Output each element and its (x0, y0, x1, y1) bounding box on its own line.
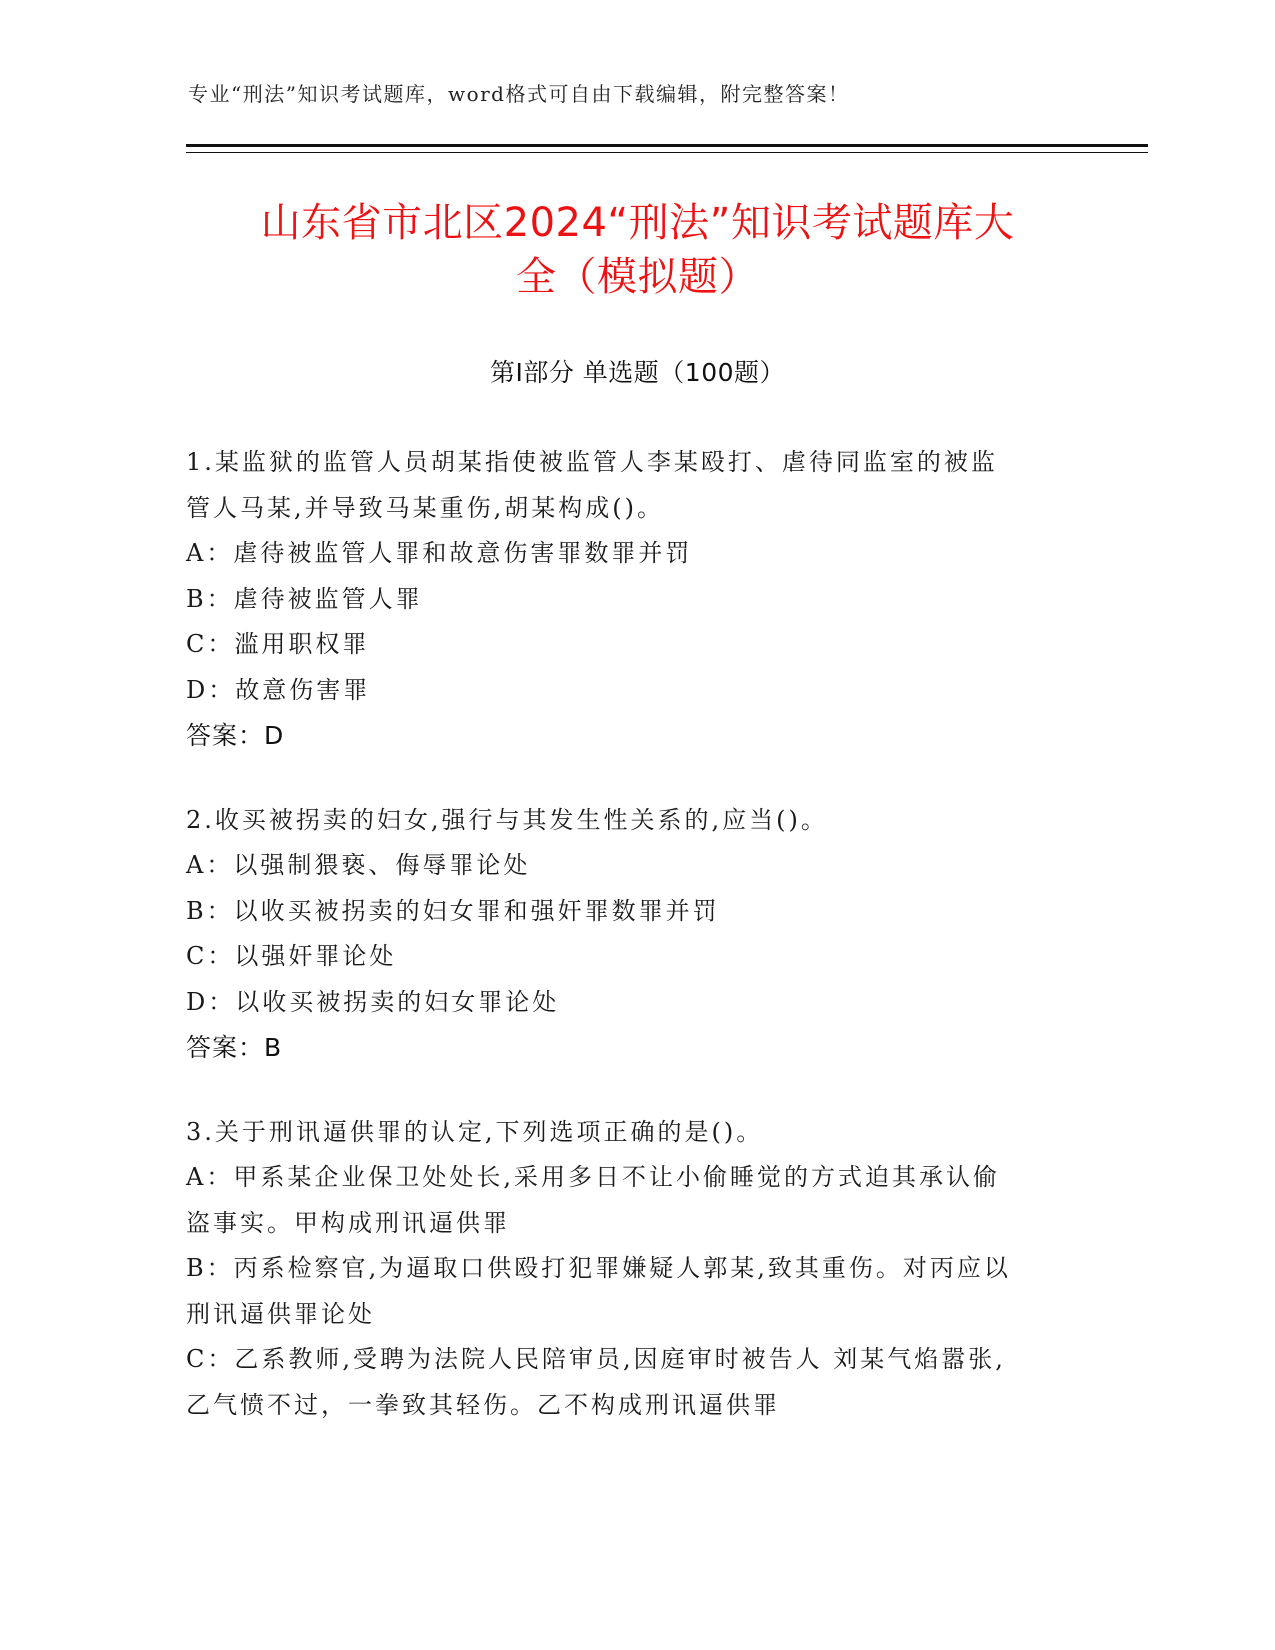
question-stem-line: 1.某监狱的监管人员胡某指使被监管人李某殴打、虐待同监室的被监 (186, 448, 998, 476)
option-d: D：故意伤害罪 (186, 675, 371, 704)
question-stem-line: 3.关于刑讯逼供罪的认定,下列选项正确的是()。 (186, 1117, 764, 1146)
option-c-continued: 乙气愤不过，一拳致其轻伤。乙不构成刑讯逼供罪 (186, 1390, 780, 1419)
answer-label: 答案：B (186, 1033, 283, 1062)
option-c: C：乙系教师,受聘为法院人民陪审员,因庭审时被告人 刘某气焰嚣张, (186, 1345, 1006, 1373)
option-a: A：以强制猥亵、侮辱罪论处 (186, 851, 531, 879)
question-3 (186, 1110, 1066, 1429)
option-a-continued: 盗事实。甲构成刑讯逼供罪 (186, 1208, 510, 1237)
question-list (186, 440, 1066, 1467)
question-2 (186, 798, 1066, 1071)
question-stem-line: 管人马某,并导致马某重伤,胡某构成()。 (186, 493, 664, 522)
section-title: 第I部分 单选题（100题） (489, 358, 786, 387)
document-title-line-1: 山东省市北区2024“刑法”知识考试题库大 (260, 200, 1015, 246)
question-1 (186, 440, 1066, 759)
option-d: D：以收买被拐卖的妇女罪论处 (186, 987, 560, 1016)
header-divider-thick (186, 144, 1148, 147)
option-b: B：以收买被拐卖的妇女罪和强奸罪数罪并罚 (186, 896, 720, 925)
option-c: C：滥用职权罪 (186, 630, 370, 658)
option-a: A：甲系某企业保卫处处长,采用多日不让小偷睡觉的方式迫其承认偷 (186, 1163, 1000, 1191)
document-title-line-2: 全（模拟题） (516, 254, 759, 300)
option-c: C：以强奸罪论处 (186, 942, 397, 970)
option-b-continued: 刑讯逼供罪论处 (186, 1299, 375, 1328)
document-title (150, 196, 1125, 304)
header-divider-thin (186, 152, 1148, 153)
option-b: B：丙系检察官,为逼取口供殴打犯罪嫌疑人郭某,致其重伤。对丙应以 (186, 1254, 1011, 1282)
question-stem-line: 2.收买被拐卖的妇女,强行与其发生性关系的,应当()。 (186, 805, 828, 834)
option-b: B：虐待被监管人罪 (186, 584, 423, 613)
answer-label: 答案：D (186, 721, 285, 750)
option-a: A：虐待被监管人罪和故意伤害罪数罪并罚 (186, 539, 693, 567)
header-note: 专业“刑法”知识考试题库，word格式可自由下载编辑，附完整答案！ (188, 82, 850, 106)
